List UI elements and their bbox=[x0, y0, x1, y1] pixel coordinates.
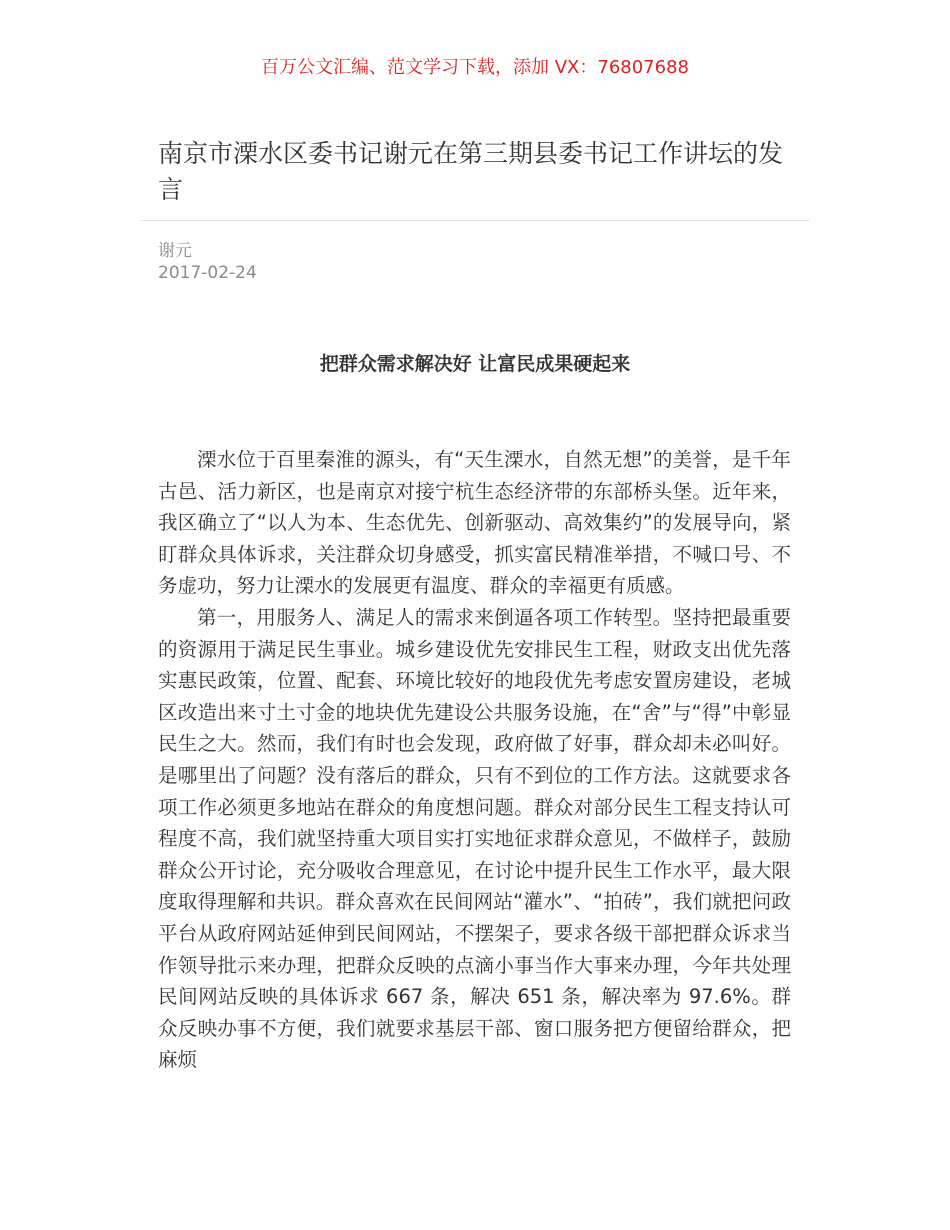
article-body bbox=[158, 444, 791, 1076]
article-author: 谢元 bbox=[158, 241, 192, 261]
promo-banner: 百万公文汇编、范文学习下载，添加 VX：76807688 bbox=[261, 57, 689, 78]
article-date: 2017-02-24 bbox=[158, 263, 257, 283]
paragraph: 溧水位于百里秦淮的源头，有“天生溧水，自然无想”的美誉，是千年古邑、活力新区，也是南京对接宁杭生态经济带的东部桥头堡。近年来，我区确立了“以人为本、生态优先、创新驱动、高效集约”的发展导向，紧盯群众具体诉求，关注群众切身感受，抓实富民精准举措，不喊口号、不务虚功，努力让溧水的发展更有温度、群众的幸福更有质感。 bbox=[158, 448, 791, 598]
article-title: 南京市溧水区委书记谢元在第三期县委书记工作讲坛的发言 bbox=[158, 139, 784, 204]
title-divider bbox=[140, 220, 810, 221]
paragraph: 第一，用服务人、满足人的需求来倒逼各项工作转型。坚持把最重要的资源用于满足民生事业。城乡建设优先安排民生工程，财政支出优先落实惠民政策，位置、配套、环境比较好的地段优先考虑安置房建设，老城区改造出来寸土寸金的地块优先建设公共服务设施，在“舍”与“得”中彰显民生之大。然而，我们有时也会发现，政府做了好事，群众却未必叫好。是哪里出了问题？没有落后的群众，只有不到位的工作方法。这就要求各项工作必须更多地站在群众的角度想问题。群众对部分民生工程支持认可程度不高，我们就坚持重大项目实打实地征求群众意见，不做样子，鼓励群众公开讨论，充分吸收合理意见，在讨论中提升民生工作水平，最大限度取得理解和共识。群众喜欢在民间网站“灌水”、“拍砖”，我们就把问政平台从政府网站延伸到民间网站，不摆架子，要求各级干部把群众诉求当作领导批示来办理，把群众反映的点滴小事当作大事来办理，今年共处理民间网站反映的具体诉求 667 条，解决 651 条，解决率为 97.6%。群众反映办事不方便，我们就要求基层干部、窗口服务把方便留给群众，把麻烦 bbox=[158, 605, 791, 1072]
article-subtitle: 把群众需求解决好 让富民成果硬起来 bbox=[319, 353, 631, 375]
